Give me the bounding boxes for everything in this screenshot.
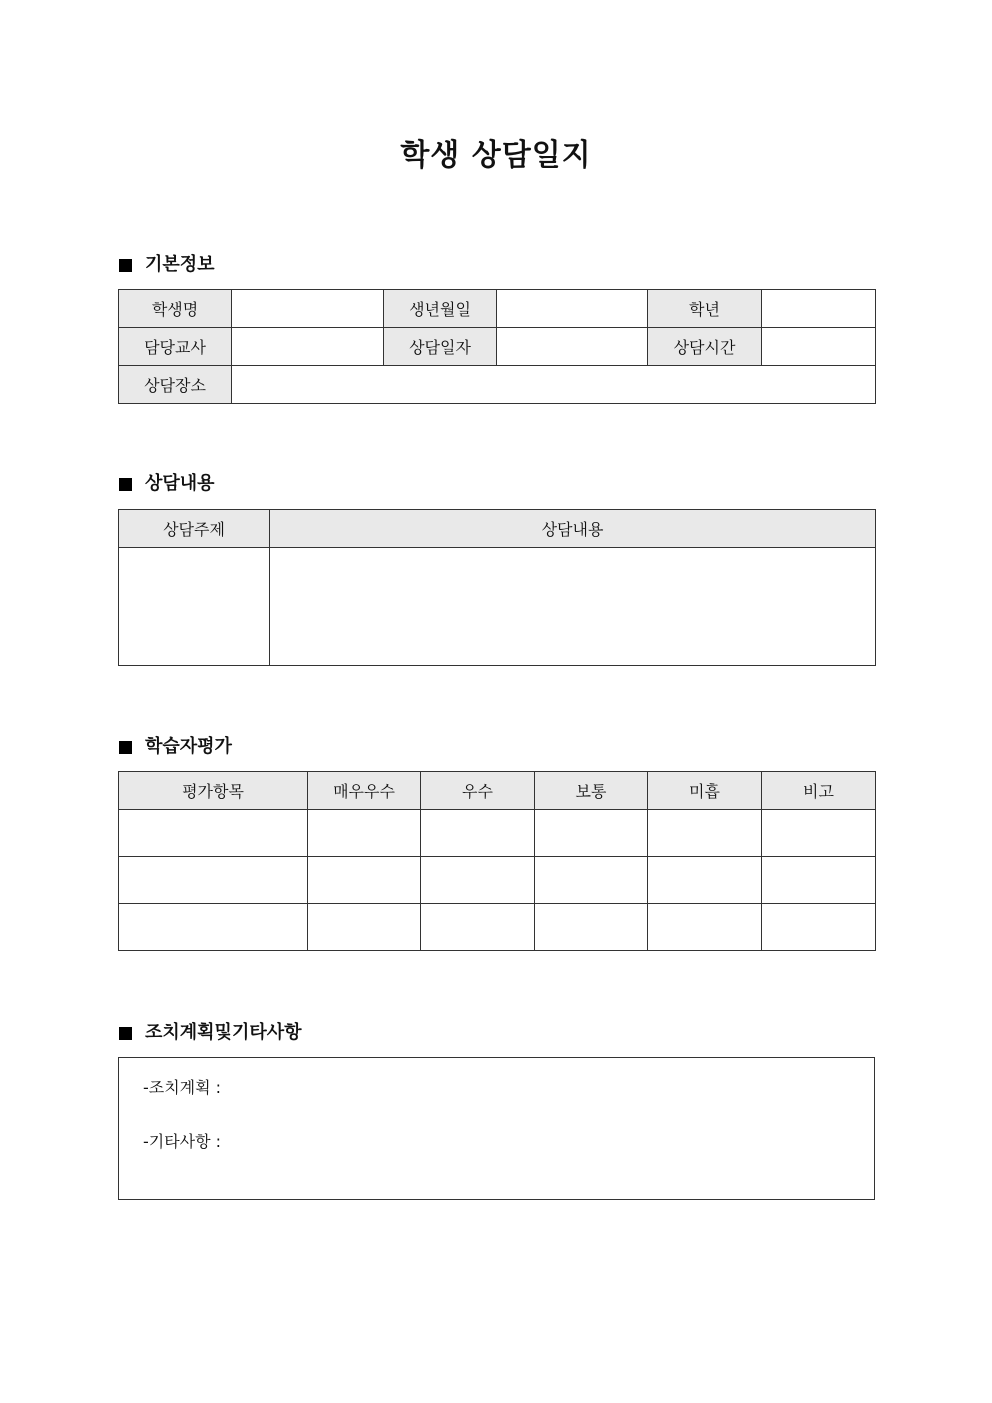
section-heading-label: 기본정보	[145, 254, 215, 275]
student-name-label: 학생명	[119, 290, 232, 328]
average-cell[interactable]	[535, 904, 648, 951]
teacher-field[interactable]	[232, 328, 384, 366]
section-heading-label: 조치계획및기타사항	[145, 1022, 302, 1043]
section-heading-counsel-content	[119, 472, 215, 496]
square-bullet-icon	[119, 1027, 132, 1040]
table-row	[119, 857, 876, 904]
average-cell[interactable]	[535, 810, 648, 857]
remarks-cell[interactable]	[762, 810, 876, 857]
evaluation-table	[118, 771, 876, 951]
column-header-content: 상담내용	[270, 510, 876, 548]
excellent-cell[interactable]	[308, 904, 421, 951]
poor-cell[interactable]	[648, 857, 762, 904]
topic-field[interactable]	[119, 548, 270, 666]
average-cell[interactable]	[535, 857, 648, 904]
column-header-poor: 미흡	[648, 772, 762, 810]
column-header-average: 보통	[535, 772, 648, 810]
teacher-label: 담당교사	[119, 328, 232, 366]
good-cell[interactable]	[421, 857, 535, 904]
grade-label: 학년	[648, 290, 762, 328]
column-header-item: 평가항목	[119, 772, 308, 810]
poor-cell[interactable]	[648, 810, 762, 857]
birth-date-label: 생년월일	[384, 290, 497, 328]
counsel-time-field[interactable]	[762, 328, 876, 366]
remarks-cell[interactable]	[762, 857, 876, 904]
remarks-cell[interactable]	[762, 904, 876, 951]
column-header-good: 우수	[421, 772, 535, 810]
excellent-cell[interactable]	[308, 810, 421, 857]
birth-date-field[interactable]	[497, 290, 648, 328]
table-row	[119, 904, 876, 951]
counsel-content-table	[118, 509, 876, 666]
section-heading-basic-info	[119, 253, 215, 277]
square-bullet-icon	[119, 259, 132, 272]
counsel-date-label: 상담일자	[384, 328, 497, 366]
other-notes-label: -기타사항 :	[143, 1132, 222, 1151]
counsel-time-label: 상담시간	[648, 328, 762, 366]
table-row	[119, 810, 876, 857]
action-plan-label: -조치계획 :	[143, 1078, 222, 1097]
excellent-cell[interactable]	[308, 857, 421, 904]
evaluation-item-cell[interactable]	[119, 810, 308, 857]
section-heading-actions	[119, 1021, 302, 1045]
actions-notes-box[interactable]	[118, 1057, 875, 1200]
poor-cell[interactable]	[648, 904, 762, 951]
basic-info-table	[118, 289, 876, 404]
place-field[interactable]	[232, 366, 876, 404]
column-header-topic: 상담주제	[119, 510, 270, 548]
place-label: 상담장소	[119, 366, 232, 404]
student-name-field[interactable]	[232, 290, 384, 328]
content-field[interactable]	[270, 548, 876, 666]
section-heading-evaluation	[119, 735, 232, 759]
page-title: 학생 상담일지	[400, 138, 592, 173]
evaluation-item-cell[interactable]	[119, 857, 308, 904]
square-bullet-icon	[119, 478, 132, 491]
column-header-remarks: 비고	[762, 772, 876, 810]
good-cell[interactable]	[421, 904, 535, 951]
counsel-date-field[interactable]	[497, 328, 648, 366]
section-heading-label: 상담내용	[145, 473, 215, 494]
evaluation-item-cell[interactable]	[119, 904, 308, 951]
grade-field[interactable]	[762, 290, 876, 328]
column-header-excellent: 매우우수	[308, 772, 421, 810]
square-bullet-icon	[119, 741, 132, 754]
good-cell[interactable]	[421, 810, 535, 857]
section-heading-label: 학습자평가	[145, 736, 232, 757]
